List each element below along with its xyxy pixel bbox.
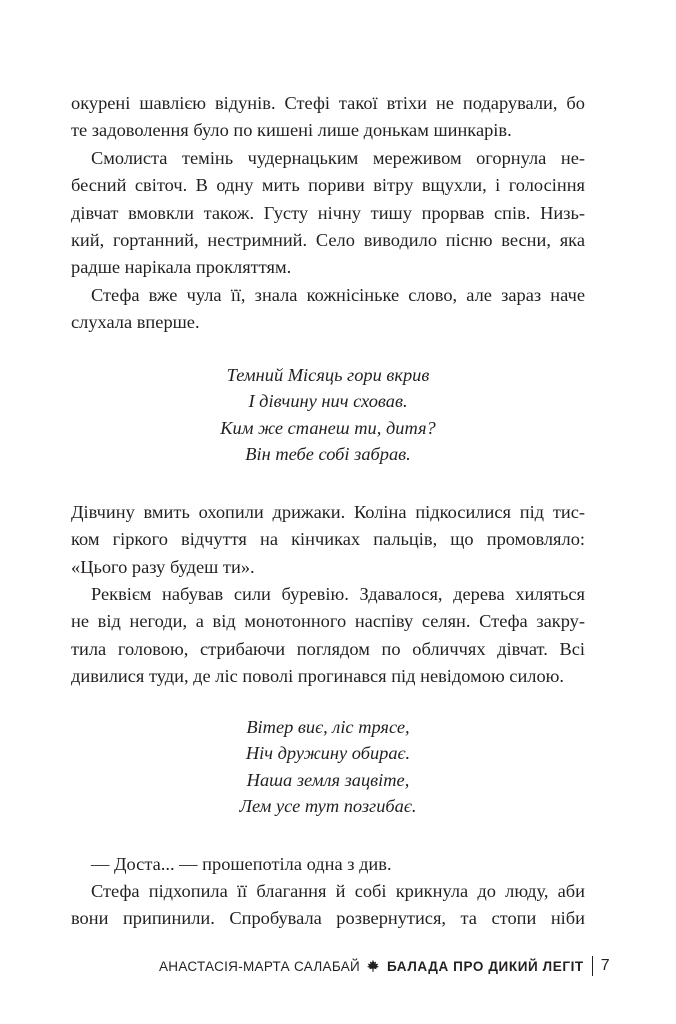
text-line: Стефа вже чула її, знала кожнісіньке слово, але зараз наче [91,285,585,305]
text-line: окурені шавлією відунів. Стефі такої втіхи не подарували, бо [71,93,585,113]
text-line: — Доста... — прошепотіла одна з див. [91,854,392,874]
poem-line: Ким же станеш ти, дитя? [220,417,436,438]
text-line: не від негоди, а від монотонного наспіву селян. Стефа закру- [71,611,585,632]
footer-book-title: БАЛАДА ПРО ДИКИЙ ЛЕГІТ [387,958,584,974]
text-line: дивилися туди, де ліс поволі прогинався під невідомою силою. [71,665,564,686]
paragraph [71,282,585,337]
text-line: слухала вперше. [71,312,200,333]
paragraph-continuation [71,90,585,145]
poem-line: Ніч дружину обирає. [245,743,411,764]
footer-author: АНАСТАСІЯ-МАРТА САЛАБАЙ [159,958,361,974]
text-line: те задоволення було по кишені лише донькам шинкарів. [71,120,512,141]
paragraph-dialogue [71,851,585,878]
poem-line: Наша земля зацвіте, [246,769,410,790]
poem-stanza [71,362,585,467]
text-line: радше нарікала прокляттям. [71,257,292,278]
text-line: Дівчину вмить охопили дрижаки. Коліна підкосилися під тис- [71,502,585,522]
poem-line: Вітер виє, ліс трясе, [246,717,410,737]
footer-divider [592,956,593,976]
paragraph [71,581,585,690]
text-line: тила головою, стрибаючи поглядом по обличчях дівчат. Всі [71,638,585,659]
running-footer [0,954,610,978]
poem-line: Лем усе тут позгибає. [239,795,417,816]
paragraph [71,878,585,933]
page-number: 7 [600,957,610,974]
text-line: вони припинили. Спробувала розвернутися, та стопи ніби [71,908,585,929]
maple-leaf-icon [366,959,380,973]
text-line: Смолиста темінь чудернацьким мереживом огорнула не- [91,148,585,168]
text-line: бесний світоч. В одну мить пориви вітру вщухли, і голосіння [71,175,585,196]
text-line: дівчат вмовкли також. Густу нічну тишу прорвав спів. Низь- [71,202,585,223]
paragraph [71,499,585,581]
paragraph [71,145,585,281]
poem-stanza [71,714,585,819]
poem-line: І дівчину нич сховав. [248,391,408,412]
text-line: Реквієм набував сили буревію. Здавалося, дерева хиляться [91,584,585,604]
poem-line: Темний Місяць гори вкрив [226,365,430,385]
text-line: кий, гортанний, нестримний. Село виводило пісню весни, яка [71,229,585,250]
poem-line: Він тебе собі забрав. [245,443,411,464]
text-line: ком гіркого відчуття на кінчиках пальців, що промовляло: [71,529,585,550]
text-line: Стефа підхопила її благання й собі крикнула до люду, аби [91,881,585,901]
text-line: «Цього разу будеш ти». [71,556,255,577]
